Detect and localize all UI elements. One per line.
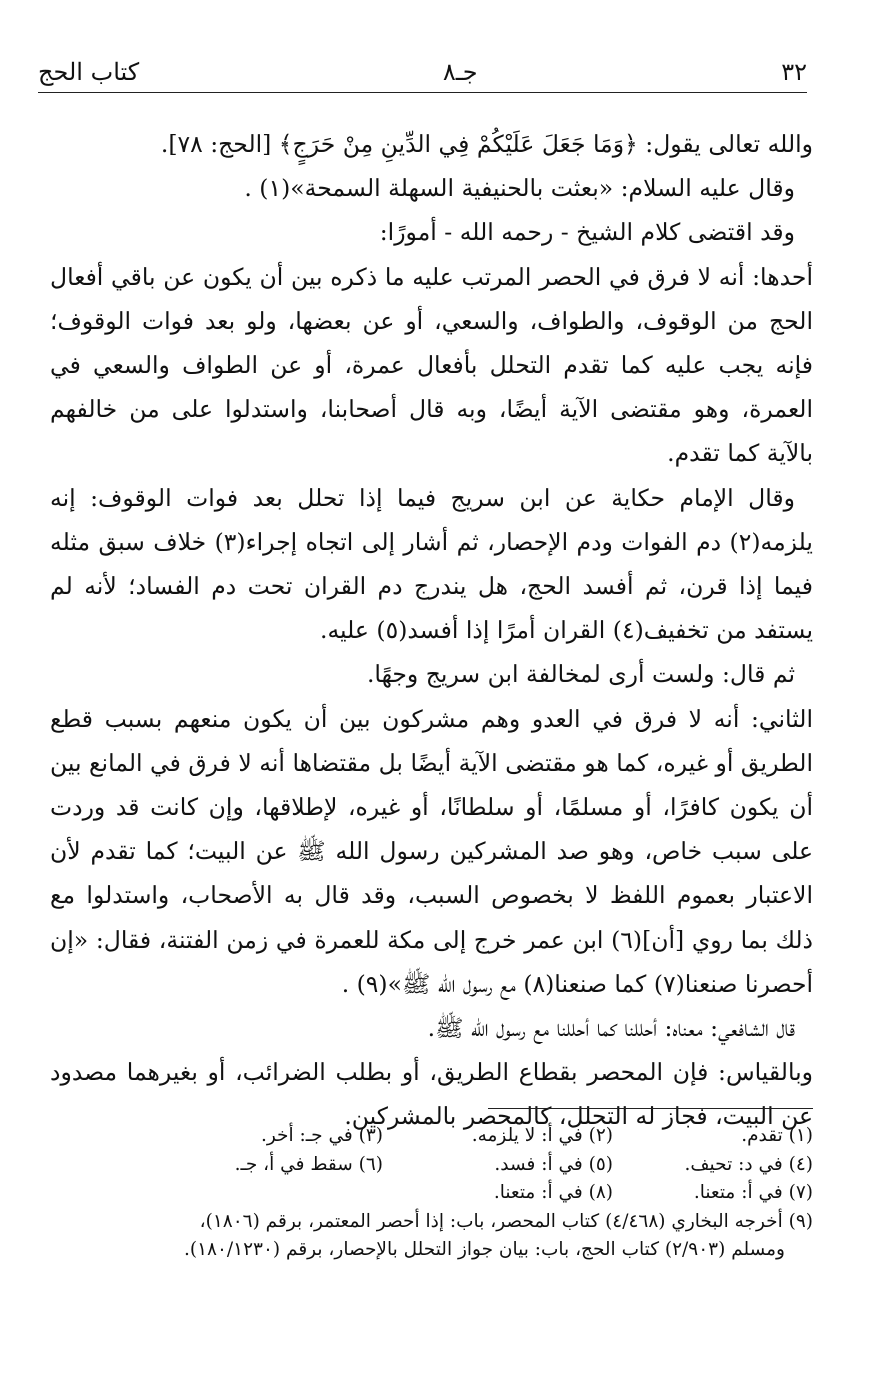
main-text [50,122,813,1139]
footnote-4: (٤) في د: تحيف. [684,1153,813,1175]
footnote-row [40,1179,813,1208]
footnote-row [40,1122,813,1151]
footnote-row [40,1151,813,1180]
paragraph-then-said: ثم قال: ولست أرى لمخالفة ابن سريج وجهًا. [366,660,795,689]
book-title: كتاب الحج [38,58,140,86]
paragraph-first-point: أحدها: أنه لا فرق في الحصر المرتب عليه ما ذكره بين أن يكون عن باقي أفعال الحج من الوقوف، والطواف، والسعي، أو عن بعضها، ولو بعد فوات الوقوف؛ فإنه يجب عليه كما تقدم التحلل بأفعال عمرة، أو عن الطواف والسعي في العمرة، وهو مقتضى الآية أيضًا، وبه قال أصحابنا، واستدلوا على من خالفهم بالآية كما تقدم. [50,262,813,468]
footnote-empty [40,1179,383,1208]
paragraph-shafii: قال الشافعي: معناه: أحللنا كما أحللنا مع رسول الله ﷺ. [427,1014,795,1043]
page-number: ٣٢ [781,58,807,86]
footnote-9 [40,1208,813,1265]
paragraph-hadith: وقال عليه السلام: «بعثت بالحنيفية السهلة السمحة»(١) . [244,174,795,203]
paragraph-second-point: الثاني: أنه لا فرق في العدو وهم مشركون بين أن يكون منعهم بسبب قطع الطريق أو غيره، كما هو مقتضى الآية أيضًا بل مقتضاها أنه لا فرق في المانع بين أن يكون كافرًا، أو مسلمًا، أو سلطانًا، أو غيره، لإطلاقها، وإن كانت قد وردت على سبب خاص، وهو صد المشركين رسول الله ﷺ عن البيت؛ كما تقدم لأن الاعتبار بعموم اللفظ لا بخصوص السبب، وقد قال به الأصحاب، واستدلوا مع ذلك بما روي [أن](٦) ابن عمر خرج إلى مكة للعمرة في زمن الفتنة، فقال: «إن أحصرنا صنعنا(٧) كما صنعنا(٨) مع رسول الله ﷺ»(٩) . [50,704,813,998]
footnote-3: (٣) في جـ: أخر. [260,1125,383,1146]
running-header [38,52,807,93]
paragraph-imam: وقال الإمام حكاية عن ابن سريج فيما إذا تحلل بعد فوات الوقوف: إنه يلزمه(٢) دم الفوات ودم الإحصار، ثم أشار إلى اتجاه إجراء(٣) خلاف سبق مثله فيما إذا قرن، ثم أفسد الحج، هل يندرج دم القران تحت دم الفساد؛ لأنه لم يستفد من تخفيف(٤) القران أمرًا إذا أفسد(٥) عليه. [50,483,813,645]
footnote-2: (٢) في أ: لا يلزمه. [471,1125,613,1146]
footnote-separator [488,1108,813,1109]
footnote-5: (٥) في أ: فسد. [494,1153,613,1175]
footnote-6: (٦) سقط في أ، جـ. [234,1153,383,1175]
footnotes [40,1122,813,1265]
paragraph-quran-verse: والله تعالى يقول: ﴿وَمَا جَعَلَ عَلَيْكُمْ فِي الدِّينِ مِنْ حَرَجٍ﴾ [الحج: ٧٨]. [160,130,813,158]
paragraph-analogy: وبالقياس: فإن المحصر بقطاع الطريق، أو بطلب الضرائب، أو بغيرهما مصدود عن البيت، فجاز له التحلل، كالمحصر بالمشركين. [50,1058,813,1131]
paragraph-intro: وقد اقتضى كلام الشيخ - رحمه الله - أمورًا: [379,218,795,247]
footnote-7: (٧) في أ: متعنا. [693,1182,813,1203]
footnote-1: (١) تقدم. [741,1125,813,1146]
footnote-8: (٨) في أ: متعنا. [493,1182,613,1203]
footnote-9-line-1: (٩) أخرجه البخاري (٤/٤٦٨) كتاب المحصر، باب: إذا أحصر المعتمر، برقم (١٨٠٦)، [199,1210,813,1232]
volume-label: جـ٨ [442,58,478,86]
footnote-9-line-2: ومسلم (٢/٩٠٣) كتاب الحج، باب: بيان جواز التحلل بالإحصار، برقم (١٨٠/١٢٣٠). [184,1239,785,1260]
